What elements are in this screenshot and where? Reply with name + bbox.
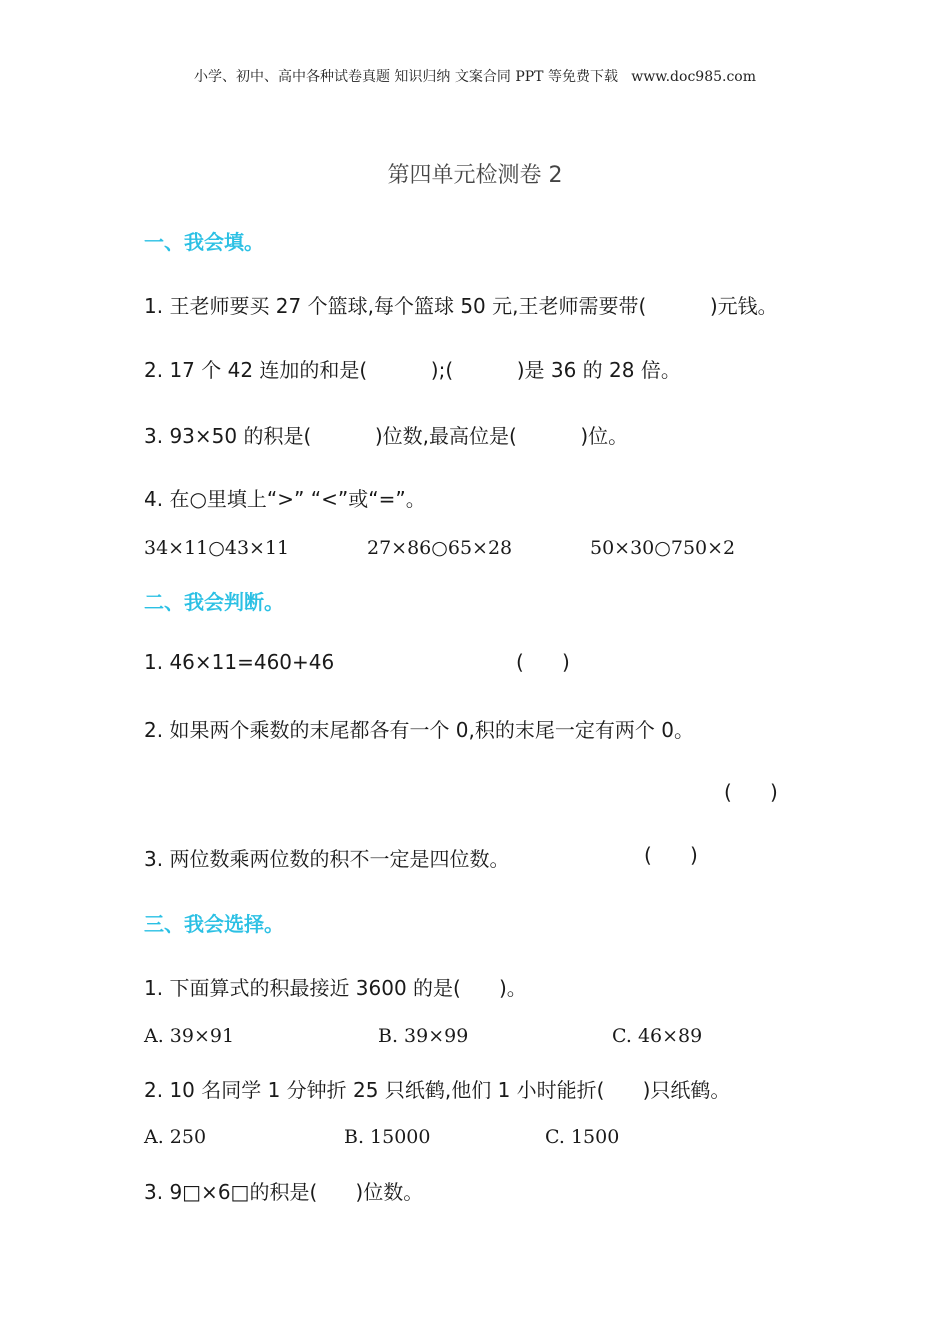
- judge-answer-1: ( ): [516, 650, 570, 674]
- compare-item-1: 34×11○43×11: [144, 537, 290, 559]
- choose-q1-option-c: C. 46×89: [612, 1025, 703, 1047]
- choose-q2-option-b: B. 15000: [344, 1126, 431, 1148]
- judge-question-3: 3. 两位数乘两位数的积不一定是四位数。: [144, 847, 510, 871]
- compare-item-2: 27×86○65×28: [367, 537, 513, 559]
- judge-question-2: 2. 如果两个乘数的末尾都各有一个 0,积的末尾一定有两个 0。: [144, 718, 694, 742]
- section-judge-heading: 二、我会判断。: [144, 590, 284, 614]
- page-header: 小学、初中、高中各种试卷真题 知识归纳 文案合同 PPT 等免费下载 www.doc985.com: [193, 69, 756, 85]
- judge-answer-3: ( ): [644, 843, 698, 867]
- section-fill-heading: 一、我会填。: [144, 230, 264, 254]
- fill-question-3: 3. 93×50 的积是( )位数,最高位是( )位。: [144, 424, 629, 448]
- choose-question-3: 3. 9□×6□的积是( )位数。: [144, 1180, 424, 1204]
- choose-q1-option-b: B. 39×99: [378, 1025, 469, 1047]
- fill-question-2: 2. 17 个 42 连加的和是( );( )是 36 的 28 倍。: [144, 358, 681, 382]
- choose-q2-option-c: C. 1500: [545, 1126, 620, 1148]
- section-choose-heading: 三、我会选择。: [144, 912, 284, 936]
- judge-question-1: 1. 46×11=460+46: [144, 650, 335, 674]
- fill-question-4: 4. 在○里填上“>” “<”或“=”。: [144, 487, 426, 511]
- fill-question-1: 1. 王老师要买 27 个篮球,每个篮球 50 元,王老师需要带( )元钱。: [144, 294, 778, 318]
- judge-answer-2: ( ): [724, 780, 778, 804]
- choose-q2-option-a: A. 250: [144, 1126, 207, 1148]
- page-title: 第四单元检测卷 2: [387, 163, 563, 188]
- choose-q1-option-a: A. 39×91: [144, 1025, 235, 1047]
- choose-question-1: 1. 下面算式的积最接近 3600 的是( )。: [144, 976, 527, 1000]
- compare-item-3: 50×30○750×2: [590, 537, 736, 559]
- choose-question-2: 2. 10 名同学 1 分钟折 25 只纸鹤,他们 1 小时能折( )只纸鹤。: [144, 1078, 731, 1102]
